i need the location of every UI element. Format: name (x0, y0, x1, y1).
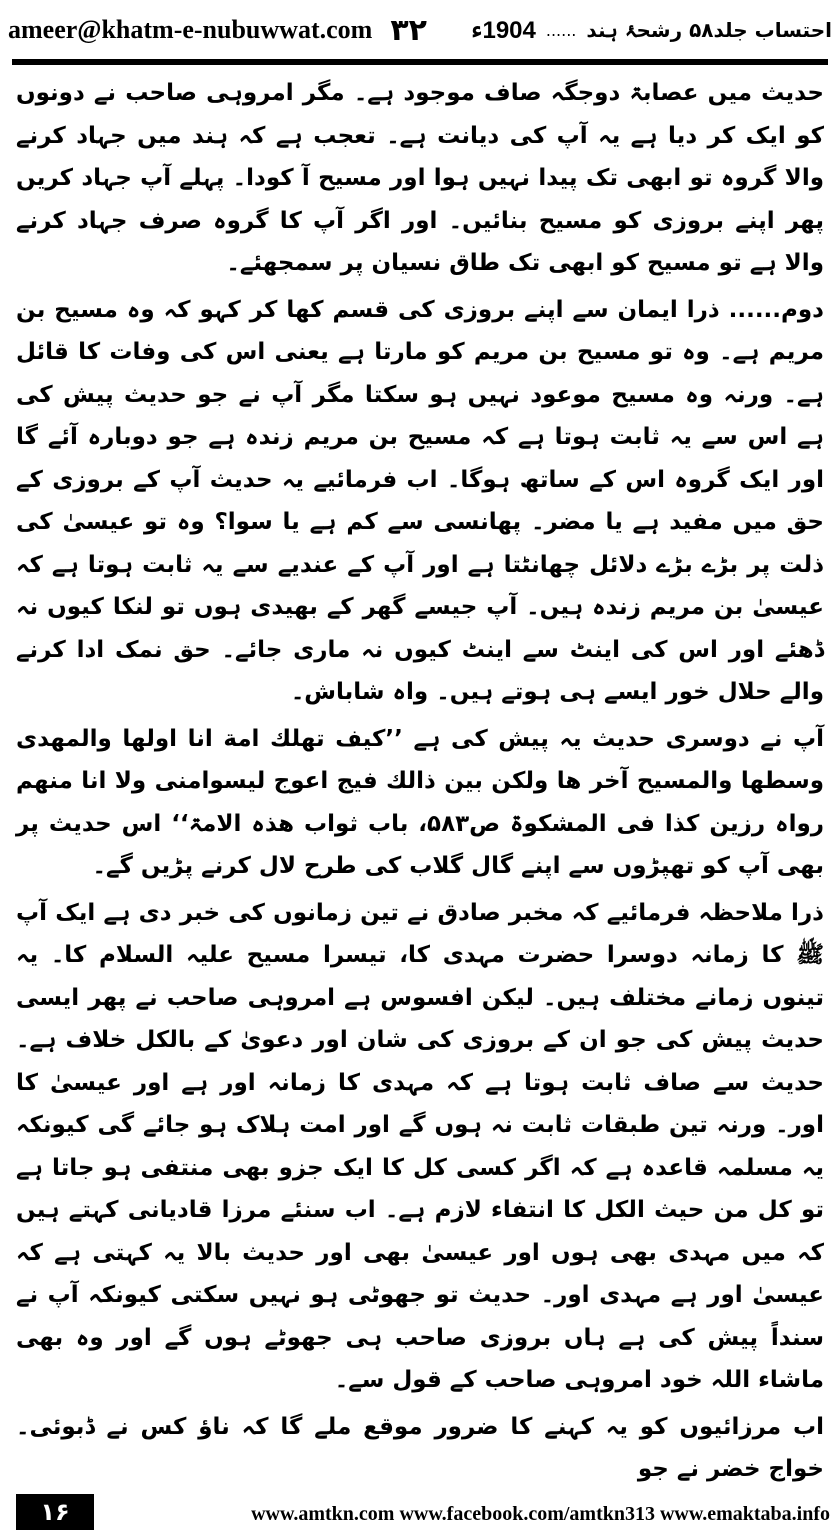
header-volume-title: احتساب جلد۵۸ رشحۂ ہند (586, 18, 832, 42)
paragraph-1: حدیث میں عصابۃ دوجگہ صاف موجود ہے۔ مگر امروہی صاحب نے دونوں کو ایک کر دیا ہے یہ آپ کی دیانت ہے۔ تعجب ہے کہ ہند میں جہاد کرنے والا گروہ تو ابھی تک پیدا نہیں ہوا اور مسیح آ کودا۔ پہلے آپ جہاد کریں پھر اپنے بروزی کو مسیح بنائیں۔ اور اگر آپ کا گروہ صرف جہاد کرنے والا ہے تو مسیح کو ابھی تک طاق نسیان پر سمجھئے۔ (16, 80, 824, 276)
footer-website-links: www.amtkn.com www.facebook.com/amtkn313 www.emaktaba.info (251, 1503, 830, 1525)
header-dots: ...... (545, 20, 577, 40)
paragraph-5: اب مرزائیوں کو یہ کہنے کا ضرور موقع ملے گا کہ ناؤ کس نے ڈبوئی۔ خواج خضر نے جو (16, 1413, 824, 1482)
footer-page-badge: ۱۶ (16, 1494, 94, 1530)
header-left (8, 13, 427, 48)
header-right (471, 16, 832, 45)
header-email: ameer@khatm-e-nubuwwat.com (8, 15, 373, 44)
page-footer (0, 1484, 840, 1540)
header-divider (12, 59, 828, 65)
header-year: 1904ء (471, 16, 536, 44)
paragraph-2: دوم...... ذرا ایمان سے اپنے بروزی کی قسم کھا کر کہو کہ وہ مسیح بن مریم ہے۔ وہ تو مسیح بن مریم کو مارتا ہے یعنی اس کی وفات کا قائل ہے۔ ورنہ وہ مسیح موعود نہیں ہو سکتا مگر آپ نے جو حدیث پیش کی ہے اس سے یہ ثابت ہوتا ہے کہ مسیح بن مریم زندہ ہے جو دوبارہ آئے گا اور ایک گروہ اس کے ساتھ ہوگا۔ اب فرمائیے یہ حدیث آپ کے بروزی کے حق میں مفید ہے یا مضر۔ پھانسی سے کم ہے یا سوا؟ وہ تو عیسیٰ کی ذلت پر بڑے بڑے دلائل چھانٹتا ہے اور آپ کے عندیے سے یہ ثابت ہوتا ہے کہ عیسیٰ بن مریم زندہ ہیں۔ آپ جیسے گھر کے بھیدی ہوں تو لنکا کیوں نہ ڈھئے اور اس کی اینٹ سے اینٹ کیوں نہ ماری جائے۔ حق نمک ادا کرنے والے حلال خور ایسے ہی ہوتے ہیں۔ واہ شاباش۔ (16, 296, 824, 705)
header-page-number: ۳۲ (390, 12, 427, 48)
page-header (8, 10, 832, 50)
paragraph-4: ذرا ملاحظہ فرمائیے کہ مخبر صادق نے تین زمانوں کی خبر دی ہے ایک آپ ﷺ کا زمانہ دوسرا حضرت مہدی کا، تیسرا مسیح علیہ السلام کا۔ یہ تینوں زمانے مختلف ہیں۔ لیکن افسوس ہے امروہی صاحب نے پھر ایسی حدیث پیش کی جو ان کے بروزی کی شان اور دعویٰ کے بالکل خلاف ہے۔ حدیث سے صاف ثابت ہوتا ہے کہ مہدی کا زمانہ اور ہے اور عیسیٰ کا اور۔ ورنہ تین طبقات ثابت نہ ہوں گے اور امت ہلاک ہو جائے گی کیونکہ یہ مسلمہ قاعدہ ہے کہ اگر کسی کل کا ایک جزو بھی منتفی ہو جاتا ہے تو کل من حیث الکل کا انتفاء لازم ہے۔ اب سنئے مرزا قادیانی کہتے ہیں کہ میں مہدی بھی ہوں اور عیسیٰ بھی اور حدیث بالا یہ کہتی ہے کہ عیسیٰ اور ہے مہدی اور۔ حدیث تو جھوٹی ہو نہیں سکتی کیونکہ آپ نے سنداً پیش کی ہے ہاں بروزی صاحب ہی جھوٹے ہوں گے اور وہ بھی ماشاء اللہ خود امروہی صاحب کے قول سے۔ (16, 899, 824, 1393)
paragraph-3-hadith: آپ نے دوسری حدیث یہ پیش کی ہے ’’کیف تھلك امة انا اولھا والمھدی وسطھا والمسیح آخر ھا ولکن بین ذالك فیج اعوج لیسوامنی ولا انا منھم رواہ رزین کذا فی المشکوۃ ص۵۸۳، باب ثواب ھذہ الامۃ‘‘ اس حدیث پر بھی آپ کو تھپڑوں سے اپنے گال گلاب کی طرح لال کرنے پڑیں گے۔ (16, 725, 824, 879)
page-body (16, 72, 824, 1482)
